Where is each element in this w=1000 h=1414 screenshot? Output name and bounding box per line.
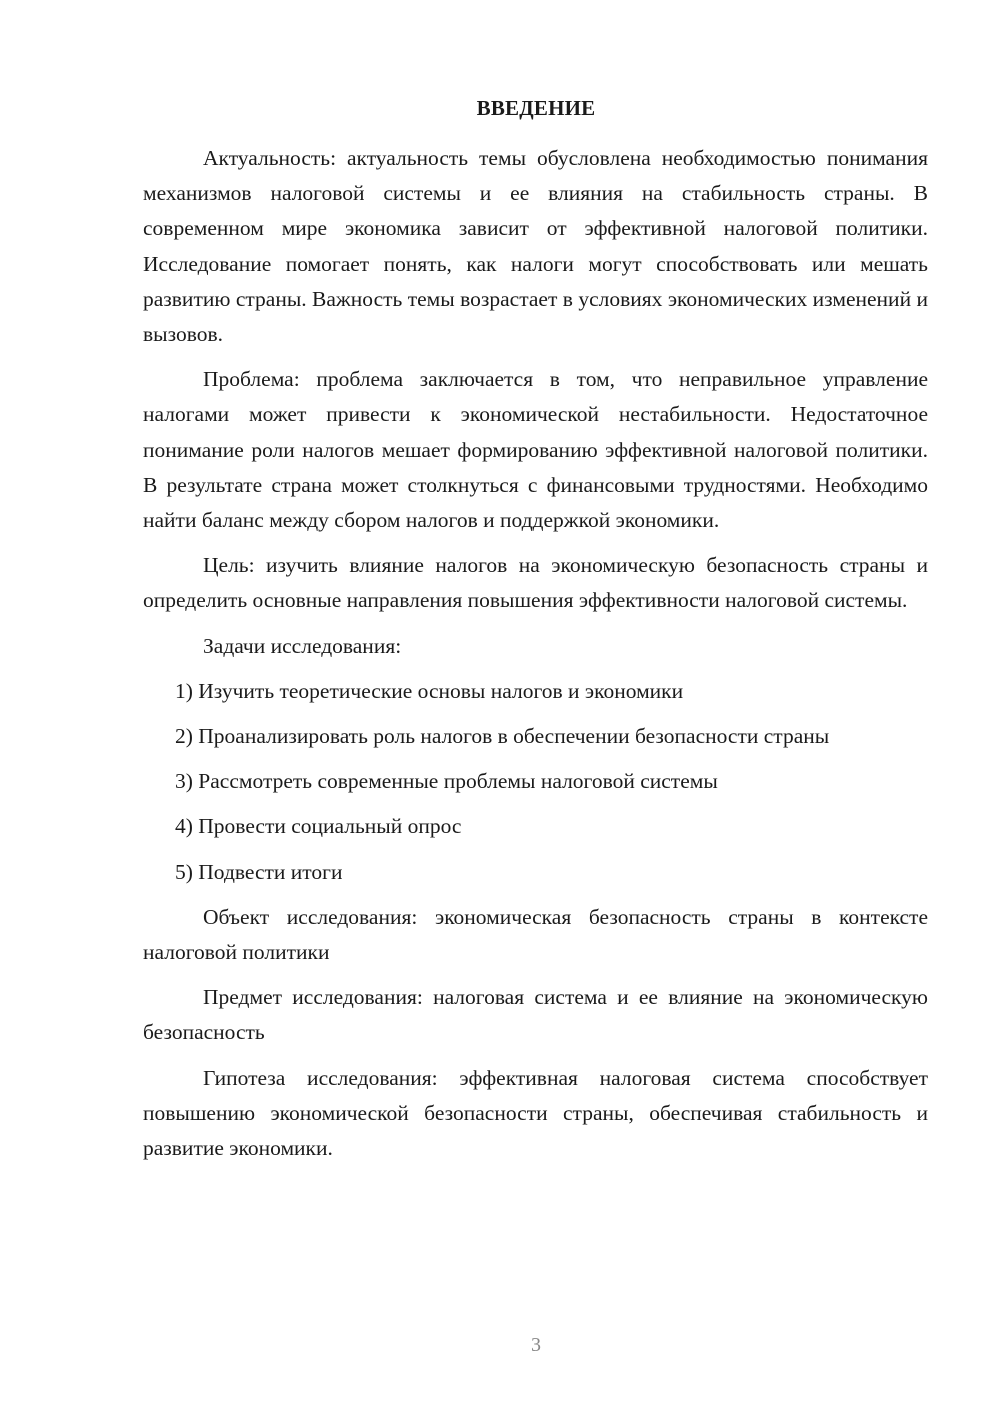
paragraph-subject: Предмет исследования: налоговая система и ее влияние на экономическую безопасность [143, 985, 928, 1045]
paragraph-relevance: Актуальность: актуальность темы обусловлена необходимостью понимания механизмов налоговой системы и ее влияния на стабильность страны. В современном мире экономика зависит от эффективной налоговой политики. Исследование помогает понять, как налоги могут способствовать или мешать развитию страны. Важность темы возрастает в условиях экономических изменений и вызовов. [143, 146, 928, 347]
tasks-heading: Задачи исследования: [203, 633, 402, 658]
task-item-3: 3) Рассмотреть современные проблемы налоговой системы [175, 769, 718, 794]
paragraph-object: Объект исследования: экономическая безопасность страны в контексте налоговой политики [143, 904, 928, 965]
page-number: 3 [531, 1334, 541, 1356]
paragraph-problem: Проблема: проблема заключается в том, что неправильное управление налогами может привести к экономической нестабильности. Недостаточное понимание роли налогов мешает формированию эффективной налоговой политики. В результате страна может столкнуться с финансовыми трудностями. Необходимо найти баланс между сбором налогов и поддержкой экономики. [143, 367, 928, 533]
paragraph-goal: Цель: изучить влияние налогов на экономическую безопасность страны и определить основные направления повышения эффективности налоговой системы. [143, 553, 928, 613]
task-item-4: 4) Провести социальный опрос [175, 814, 462, 839]
task-item-2: 2) Проанализировать роль налогов в обеспечении безопасности страны [175, 724, 830, 749]
task-item-1: 1) Изучить теоретические основы налогов и экономики [175, 678, 684, 703]
paragraph-hypothesis: Гипотеза исследования: эффективная налоговая система способствует повышению экономической безопасности страны, обеспечивая стабильность и развитие экономики. [143, 1065, 928, 1161]
task-item-5: 5) Подвести итоги [175, 859, 343, 884]
section-title: ВВЕДЕНИЕ [476, 96, 596, 120]
document-body [143, 141, 928, 1176]
